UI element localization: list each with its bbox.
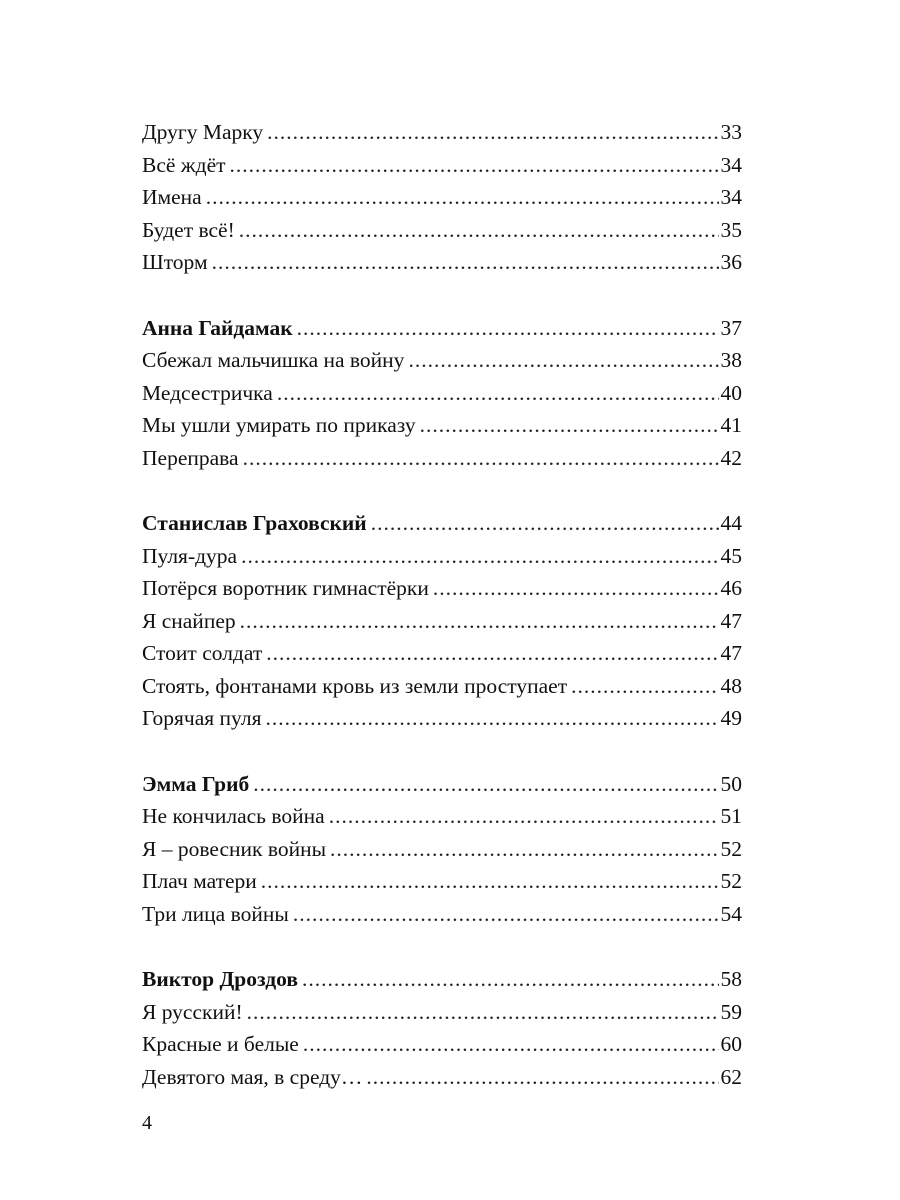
toc-entry-title: Стоять, фонтанами кровь из земли проступает: [142, 673, 568, 698]
toc-author-entry[interactable]: [142, 768, 742, 801]
toc-entry-title: Я – ровесник войны: [142, 836, 327, 861]
toc-author-entry[interactable]: [142, 507, 742, 540]
toc-entry[interactable]: [142, 898, 742, 931]
toc-entry-page: 34: [720, 185, 742, 209]
dot-leader: [267, 116, 718, 149]
toc-entry-page: 47: [720, 608, 742, 633]
toc-entry-title: Пуля-дура: [142, 543, 238, 568]
toc-entry-title: Медсестричка: [142, 380, 273, 405]
toc-section: [142, 312, 742, 475]
toc-entry-page: 58: [720, 967, 742, 991]
dot-leader: [265, 702, 718, 735]
toc-entry[interactable]: [142, 1061, 742, 1094]
toc-section: [142, 768, 742, 931]
toc-entry-title: Другу Марку: [142, 120, 264, 144]
toc-entry[interactable]: [142, 1028, 742, 1061]
toc-entry-page: 37: [720, 315, 742, 340]
toc-author-entry[interactable]: [142, 312, 742, 345]
toc-entry-title: Красные и белые: [142, 1032, 299, 1056]
toc-entry-title: Горячая пуля: [142, 706, 262, 730]
toc-entry[interactable]: [142, 800, 742, 833]
toc-entry-page: 48: [720, 673, 742, 698]
toc-entry[interactable]: [142, 214, 742, 247]
toc-author-name: Станислав Граховский: [142, 511, 367, 535]
dot-leader: [302, 963, 719, 996]
toc-entry-page: 47: [720, 641, 742, 665]
dot-leader: [420, 409, 719, 442]
toc-entry[interactable]: [142, 605, 742, 638]
page-number: 4: [142, 1112, 152, 1134]
dot-leader: [239, 214, 719, 247]
dot-leader: [366, 1061, 718, 1094]
dot-leader: [230, 149, 719, 182]
toc-entry-title: Потёрся воротник гимнастёрки: [142, 576, 429, 600]
toc-author-entry[interactable]: [142, 963, 742, 996]
toc-section: [142, 963, 742, 1093]
toc-entry-page: 46: [720, 576, 742, 600]
toc-entry[interactable]: [142, 540, 742, 573]
dot-leader: [571, 670, 718, 703]
toc-section: [142, 116, 742, 279]
table-of-contents: [142, 116, 742, 1093]
toc-entry[interactable]: [142, 572, 742, 605]
toc-entry[interactable]: [142, 116, 742, 149]
toc-entry-page: 59: [720, 999, 742, 1024]
toc-entry-title: Девятого мая, в среду…: [142, 1064, 363, 1089]
toc-entry-title: Сбежал мальчишка на войну: [142, 348, 405, 372]
dot-leader: [261, 865, 719, 898]
toc-author-name: Анна Гайдамак: [142, 315, 293, 340]
dot-leader: [253, 768, 718, 801]
toc-entry-page: 60: [720, 1032, 742, 1056]
toc-entry[interactable]: [142, 670, 742, 703]
toc-entry[interactable]: [142, 442, 742, 475]
dot-leader: [408, 344, 718, 377]
toc-entry[interactable]: [142, 702, 742, 735]
dot-leader: [277, 377, 719, 410]
toc-entry-page: 40: [720, 380, 742, 405]
toc-entry-page: 38: [720, 348, 742, 372]
dot-leader: [240, 605, 719, 638]
toc-author-name: Эмма Гриб: [142, 771, 250, 796]
toc-entry-page: 41: [720, 413, 742, 437]
toc-entry-page: 45: [720, 543, 742, 568]
toc-entry[interactable]: [142, 833, 742, 866]
toc-entry-title: Я русский!: [142, 999, 243, 1024]
dot-leader: [206, 181, 719, 214]
toc-entry-page: 54: [720, 901, 742, 926]
toc-entry-title: Плач матери: [142, 869, 257, 893]
toc-entry-page: 52: [720, 869, 742, 893]
toc-entry[interactable]: [142, 637, 742, 670]
dot-leader: [329, 800, 719, 833]
toc-entry-page: 52: [720, 836, 742, 861]
toc-entry-title: Не кончилась война: [142, 804, 325, 828]
toc-entry[interactable]: [142, 344, 742, 377]
dot-leader: [371, 507, 719, 540]
toc-entry-title: Всё ждёт: [142, 152, 226, 177]
toc-entry[interactable]: [142, 377, 742, 410]
toc-entry-page: 34: [720, 152, 742, 177]
dot-leader: [241, 540, 718, 573]
dot-leader: [266, 637, 718, 670]
toc-entry[interactable]: [142, 246, 742, 279]
toc-entry-title: Переправа: [142, 445, 239, 470]
toc-entry-page: 42: [720, 445, 742, 470]
toc-author-name: Виктор Дроздов: [142, 967, 298, 991]
toc-entry-title: Стоит солдат: [142, 641, 263, 665]
dot-leader: [247, 996, 719, 1029]
toc-entry[interactable]: [142, 149, 742, 182]
toc-entry-page: 50: [720, 771, 742, 796]
toc-entry[interactable]: [142, 996, 742, 1029]
toc-entry-page: 62: [720, 1064, 742, 1089]
toc-entry-title: Будет всё!: [142, 217, 235, 242]
toc-entry-title: Три лица войны: [142, 901, 289, 926]
toc-entry-page: 44: [720, 511, 742, 535]
dot-leader: [433, 572, 719, 605]
toc-entry-page: 51: [720, 804, 742, 828]
dot-leader: [303, 1028, 719, 1061]
toc-entry[interactable]: [142, 409, 742, 442]
toc-entry-title: Шторм: [142, 250, 208, 274]
toc-entry[interactable]: [142, 865, 742, 898]
toc-entry-page: 49: [720, 706, 742, 730]
toc-entry-page: 36: [720, 250, 742, 274]
toc-entry-title: Я снайпер: [142, 608, 236, 633]
toc-entry-title: Имена: [142, 185, 202, 209]
toc-entry-title: Мы ушли умирать по приказу: [142, 413, 416, 437]
dot-leader: [243, 442, 719, 475]
dot-leader: [297, 312, 719, 345]
toc-entry[interactable]: [142, 181, 742, 214]
dot-leader: [293, 898, 719, 931]
toc-section: [142, 507, 742, 735]
dot-leader: [330, 833, 718, 866]
toc-entry-page: 35: [720, 217, 742, 242]
dot-leader: [212, 246, 719, 279]
toc-entry-page: 33: [720, 120, 742, 144]
